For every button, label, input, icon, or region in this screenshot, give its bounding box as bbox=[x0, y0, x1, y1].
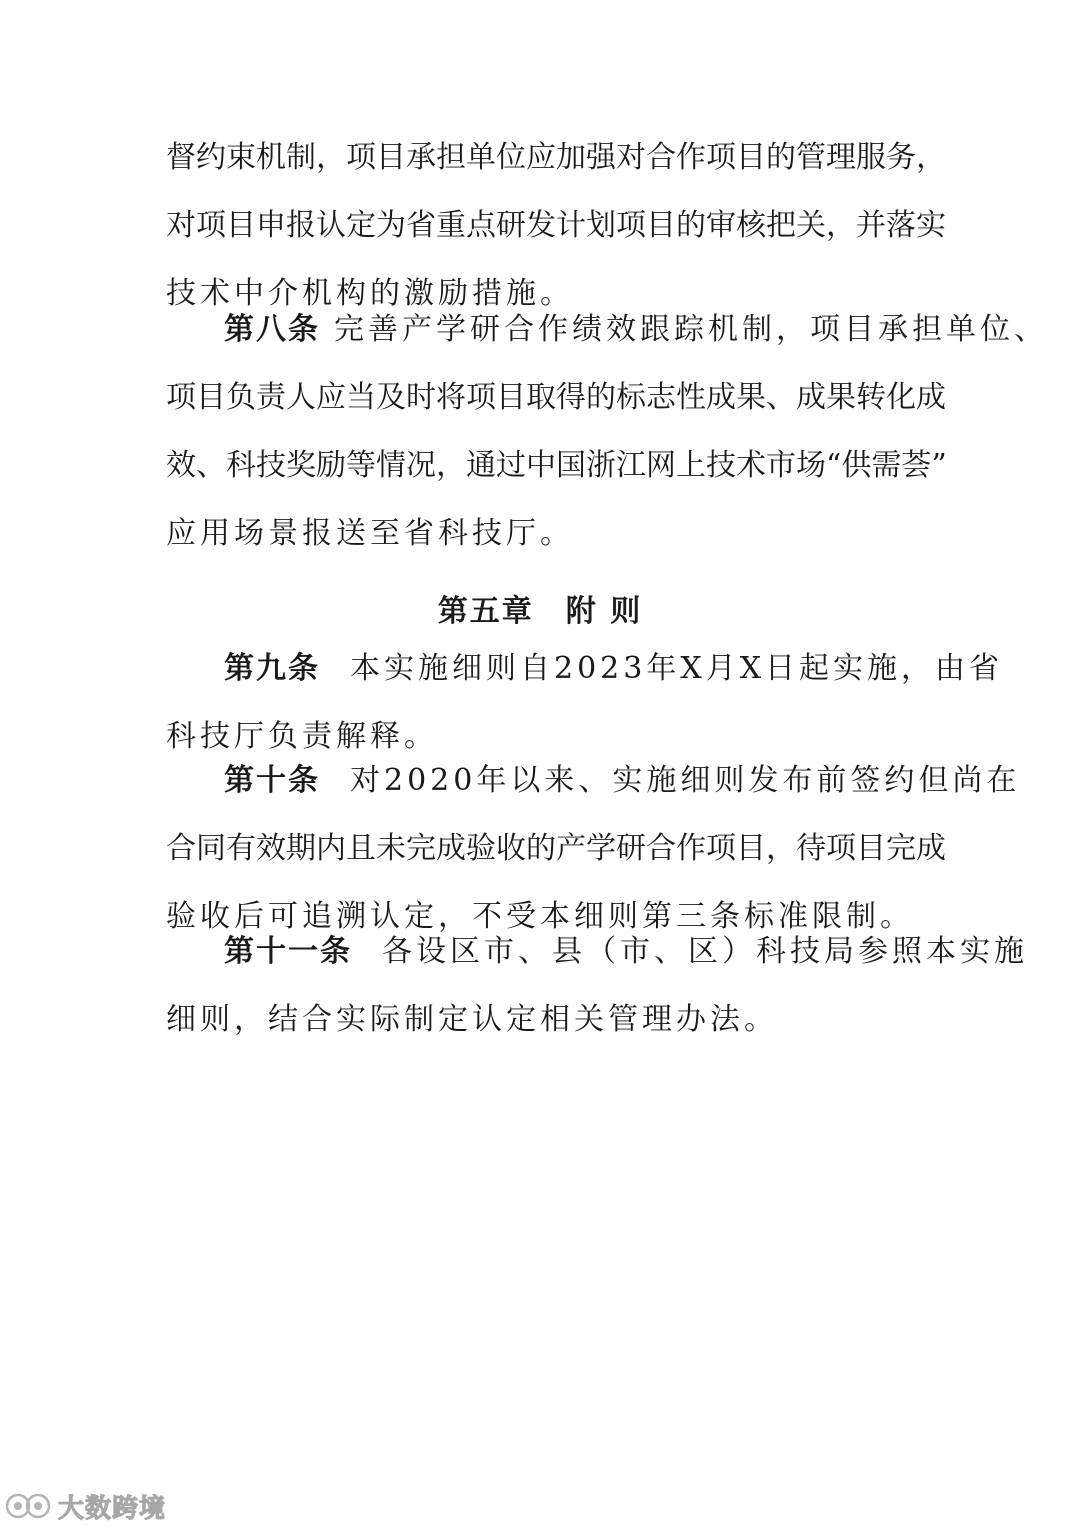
article-text: 各设区市、县（市、区）科技局参照本实施 bbox=[382, 934, 1028, 969]
paragraph-line: 技术中介机构的激励措施。 bbox=[166, 276, 574, 311]
article-label: 第十条 bbox=[224, 763, 320, 798]
article-10 bbox=[166, 763, 1021, 935]
paragraph-line: 合同有效期内且未完成验收的产学研合作项目，待项目完成 bbox=[166, 831, 946, 866]
article-9 bbox=[166, 651, 1004, 755]
watermark-text: 大数跨境 bbox=[58, 1493, 167, 1524]
article-label: 第八条 bbox=[224, 312, 320, 347]
paragraph-line: 效、科技奖励等情况，通过中国浙江网上技术市场“供需荟” bbox=[166, 448, 947, 483]
article-first-line bbox=[166, 651, 1004, 687]
article-text: 本实施细则自2023年X月X日起实施，由省 bbox=[350, 651, 1004, 686]
paragraph-line: 细则，结合实际制定认定相关管理办法。 bbox=[166, 1002, 778, 1037]
article-text: 对2020年以来、实施细则发布前签约但尚在 bbox=[350, 763, 1021, 798]
article-8 bbox=[166, 312, 1048, 552]
paragraph-line: 对项目申报认定为省重点研发计划项目的审核把关，并落实 bbox=[166, 208, 946, 243]
article-first-line bbox=[166, 934, 1028, 970]
paragraph-line: 项目负责人应当及时将项目取得的标志性成果、成果转化成 bbox=[166, 380, 946, 415]
article-first-line bbox=[166, 312, 1048, 348]
article-11 bbox=[166, 934, 1028, 1038]
paragraph-line: 应用场景报送至省科技厅。 bbox=[166, 516, 574, 551]
paragraph-line: 督约束机制，项目承担单位应加强对合作项目的管理服务， bbox=[166, 140, 946, 175]
paragraph-line: 验收后可追溯认定，不受本细则第三条标准限制。 bbox=[166, 899, 914, 934]
paragraph-continuation bbox=[166, 140, 946, 312]
chapter-heading: 第五章 附 则 bbox=[437, 594, 643, 629]
eye-logo-icon bbox=[4, 1489, 52, 1523]
paragraph-line: 科技厅负责解释。 bbox=[166, 719, 438, 754]
article-label: 第九条 bbox=[224, 651, 320, 686]
watermark bbox=[4, 1486, 166, 1526]
article-text: 完善产学研合作绩效跟踪机制，项目承担单位、 bbox=[334, 312, 1048, 347]
article-first-line bbox=[166, 763, 1021, 799]
article-label: 第十一条 bbox=[224, 934, 352, 969]
